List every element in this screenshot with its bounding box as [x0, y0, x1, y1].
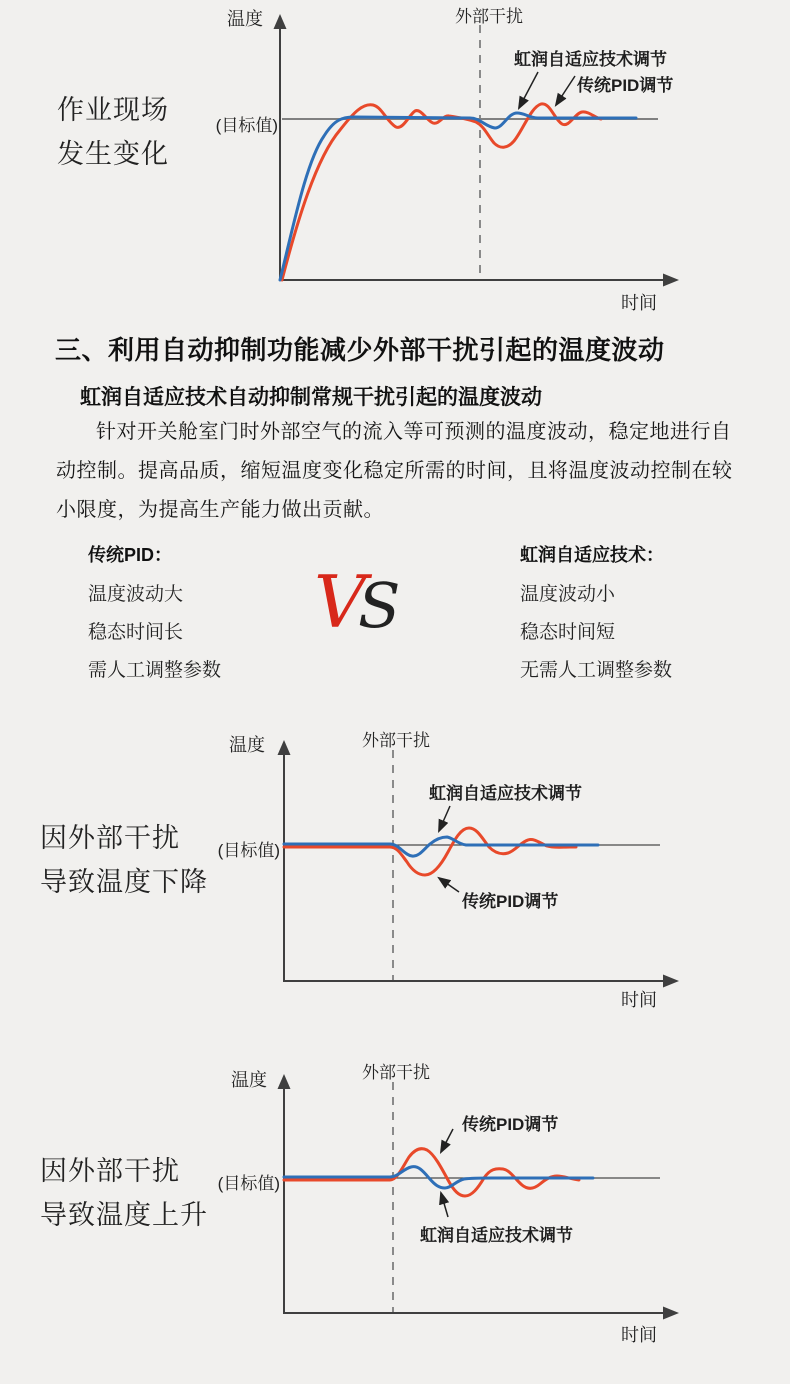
adaptive-column-item: 稳态时间短	[520, 622, 616, 643]
adaptive-curve	[284, 1167, 593, 1188]
chart2-x-axis-label: 时间	[621, 990, 657, 1010]
y-axis-arrow-icon	[274, 14, 287, 29]
chart1-side-label-line2: 发生变化	[57, 139, 169, 169]
chart3-side-label-line2: 导致温度上升	[40, 1200, 208, 1230]
chart1-pid-series-label: 传统PID调节	[577, 76, 674, 95]
pid-curve	[284, 1149, 579, 1196]
chart3-target-label: (目标值)	[217, 1174, 280, 1193]
chart3-side-label-line1: 因外部干扰	[40, 1156, 180, 1186]
chart1-target-label: (目标值)	[215, 116, 278, 135]
adaptive-column-item: 温度波动小	[520, 584, 616, 605]
chart2-adaptive-series-label: 虹润自适应技术调节	[429, 784, 582, 803]
chart1-adaptive-series-label: 虹润自适应技术调节	[514, 50, 667, 69]
x-axis-arrow-icon	[663, 1307, 679, 1320]
chart3-y-axis-label: 温度	[231, 1070, 267, 1090]
pid-pointer-arrow-icon	[441, 1129, 453, 1152]
x-axis-arrow-icon	[663, 975, 679, 988]
pid-curve	[282, 104, 601, 280]
pid-column-item: 稳态时间长	[88, 622, 184, 643]
vs-letter-s: S	[358, 569, 401, 642]
y-axis-arrow-icon	[278, 740, 291, 755]
section-paragraph: 针对开关舱室门时外部空气的流入等可预测的温度波动，稳定地进行自动控制。提高品质，缩短温度变化稳定所需的时间，且将温度波动控制在较小限度，为提高生产能力做出贡献。	[56, 421, 733, 521]
adaptive-pointer-arrow-icon	[441, 1193, 448, 1217]
y-axis-arrow-icon	[278, 1074, 291, 1089]
chart2-disturbance-label: 外部干扰	[362, 731, 430, 750]
pid-pointer-arrow-icon	[439, 878, 459, 892]
chart1-y-axis-label: 温度	[227, 9, 263, 29]
pid-column-item: 需人工调整参数	[88, 660, 222, 681]
chart1-disturbance-label: 外部干扰	[455, 7, 523, 26]
chart3-x-axis-label: 时间	[621, 1325, 657, 1345]
adaptive-column-item: 无需人工调整参数	[520, 660, 673, 681]
chart2-y-axis-label: 温度	[229, 735, 265, 755]
chart1-x-axis-label: 时间	[621, 293, 657, 313]
pid-column-item: 温度波动大	[88, 584, 184, 605]
pid-curve	[284, 828, 576, 875]
vs-letter-v: V	[314, 560, 366, 644]
chart2-side-label-line1: 因外部干扰	[40, 823, 180, 853]
chart3-pid-series-label: 传统PID调节	[462, 1115, 559, 1134]
chart3-adaptive-series-label: 虹润自适应技术调节	[420, 1226, 573, 1245]
pid-column-title: 传统PID：	[88, 545, 173, 565]
chart2-target-label: (目标值)	[217, 841, 280, 860]
section-subheading: 虹润自适应技术自动抑制常规干扰引起的温度波动	[80, 386, 542, 409]
chart1-side-label-line1: 作业现场	[57, 95, 169, 125]
pid-pointer-arrow-icon	[556, 76, 575, 105]
chart3-disturbance-label: 外部干扰	[362, 1063, 430, 1082]
chart2-side-label-line2: 导致温度下降	[40, 867, 208, 897]
section-heading: 三、利用自动抑制功能减少外部干扰引起的温度波动	[55, 335, 665, 365]
adaptive-pointer-arrow-icon	[519, 72, 538, 108]
vs-graphic	[314, 560, 401, 644]
x-axis-arrow-icon	[663, 274, 679, 287]
chart2-pid-series-label: 传统PID调节	[462, 892, 559, 911]
adaptive-column-title: 虹润自适应技术：	[520, 545, 664, 565]
adaptive-pointer-arrow-icon	[439, 806, 450, 831]
